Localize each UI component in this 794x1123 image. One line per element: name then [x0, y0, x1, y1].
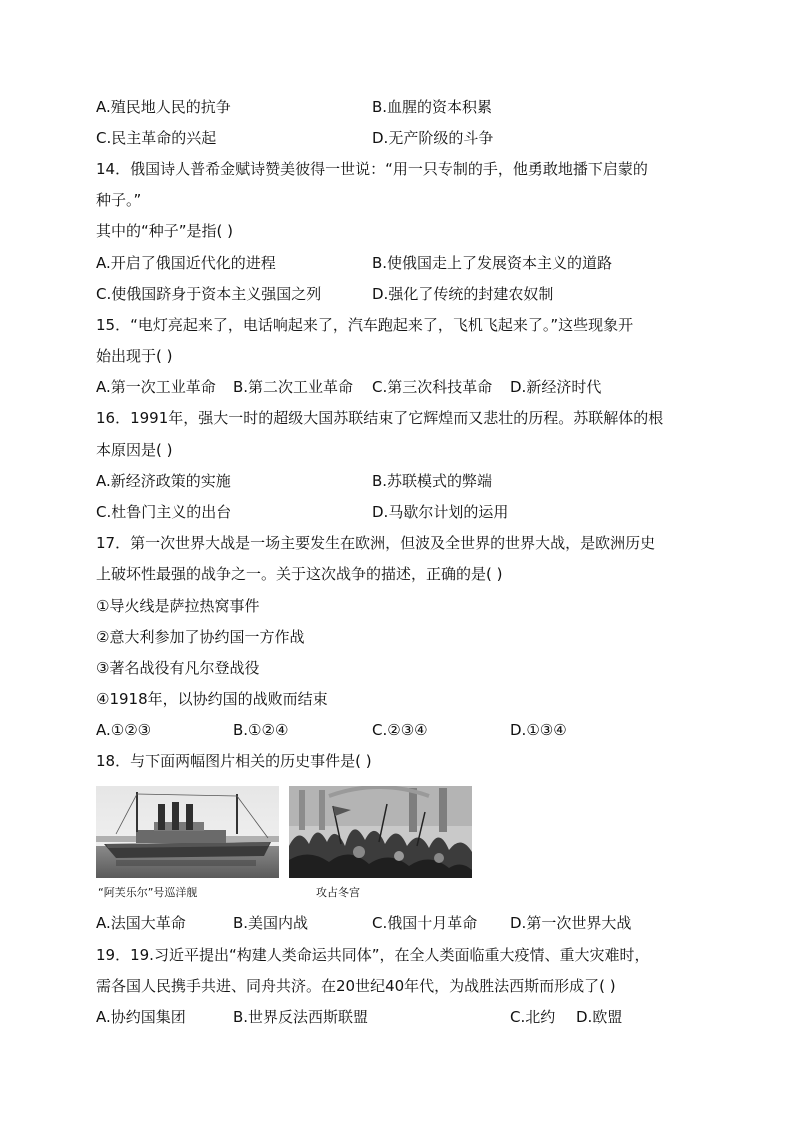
q14-stem-line3: 其中的“种子”是指( ): [96, 222, 234, 240]
q19-option-c[interactable]: C.北约: [510, 1008, 556, 1026]
q17-stem-line1: 17．第一次世界大战是一场主要发生在欧洲，但波及全世界的世界大战，是欧洲历史: [96, 534, 656, 552]
q17-statement-1: ①导火线是萨拉热窝事件: [96, 597, 260, 615]
q15-option-b[interactable]: B.第二次工业革命: [233, 378, 354, 396]
q16-stem-line2: 本原因是( ): [96, 441, 173, 459]
cruiser-photo: [96, 786, 279, 878]
q14-option-b[interactable]: B.使俄国走上了发展资本主义的道路: [372, 254, 613, 272]
q19-option-b[interactable]: B.世界反法西斯联盟: [233, 1008, 369, 1026]
q14-option-d[interactable]: D.强化了传统的封建农奴制: [372, 285, 554, 303]
q19-stem-line2: 需各国人民携手共进、同舟共济。在20世纪40年代，为战胜法西斯而形成了( ): [96, 977, 616, 995]
q19-option-a[interactable]: A.协约国集团: [96, 1008, 186, 1026]
q14-option-c[interactable]: C.使俄国跻身于资本主义强国之列: [96, 285, 322, 303]
q15-stem-line2: 始出现于( ): [96, 347, 173, 365]
q15-stem-line1: 15．“电灯亮起来了，电话响起来了，汽车跑起来了，飞机飞起来了。”这些现象开: [96, 316, 634, 334]
q16-option-b[interactable]: B.苏联模式的弊端: [372, 472, 493, 490]
winter-palace-caption: 攻占冬宫: [316, 886, 360, 899]
q14-option-a[interactable]: A.开启了俄国近代化的进程: [96, 254, 276, 272]
q16-option-d[interactable]: D.马歇尔计划的运用: [372, 503, 509, 521]
q16-option-c[interactable]: C.杜鲁门主义的出台: [96, 503, 232, 521]
q14-stem-line2: 种子。”: [96, 191, 142, 209]
q19-stem-line1: 19．19.习近平提出“构建人类命运共同体”，在全人类面临重大疫情、重大灾难时，: [96, 946, 650, 964]
cruiser-caption: “阿芙乐尔”号巡洋舰: [98, 886, 198, 899]
q18-stem: 18．与下面两幅图片相关的历史事件是( ): [96, 752, 372, 770]
q13-option-a[interactable]: A.殖民地人民的抗争: [96, 98, 231, 116]
q17-option-d[interactable]: D.①③④: [510, 721, 567, 739]
q18-option-a[interactable]: A.法国大革命: [96, 914, 186, 932]
q14-stem-line1: 14．俄国诗人普希金赋诗赞美彼得一世说：“用一只专制的手，他勇敢地播下启蒙的: [96, 160, 648, 178]
q17-option-b[interactable]: B.①②④: [233, 721, 289, 739]
q13-option-b[interactable]: B.血腥的资本积累: [372, 98, 493, 116]
q17-option-a[interactable]: A.①②③: [96, 721, 152, 739]
q17-option-c[interactable]: C.②③④: [372, 721, 428, 739]
q13-option-c[interactable]: C.民主革命的兴起: [96, 129, 217, 147]
q17-statement-3: ③著名战役有凡尔登战役: [96, 659, 260, 677]
q16-stem-line1: 16．1991年，强大一时的超级大国苏联结束了它辉煌而又悲壮的历程。苏联解体的根: [96, 409, 664, 427]
q15-option-c[interactable]: C.第三次科技革命: [372, 378, 493, 396]
q17-stem-line2: 上破坏性最强的战争之一。关于这次战争的描述，正确的是( ): [96, 565, 503, 583]
q18-option-d[interactable]: D.第一次世界大战: [510, 914, 632, 932]
q17-statement-4: ④1918年，以协约国的战败而结束: [96, 690, 328, 708]
q18-option-c[interactable]: C.俄国十月革命: [372, 914, 478, 932]
winter-palace-painting: [289, 786, 472, 878]
q16-option-a[interactable]: A.新经济政策的实施: [96, 472, 231, 490]
q15-option-d[interactable]: D.新经济时代: [510, 378, 602, 396]
q18-option-b[interactable]: B.美国内战: [233, 914, 309, 932]
q17-statement-2: ②意大利参加了协约国一方作战: [96, 628, 305, 646]
q13-option-d[interactable]: D.无产阶级的斗争: [372, 129, 494, 147]
q19-option-d[interactable]: D.欧盟: [576, 1008, 623, 1026]
q15-option-a[interactable]: A.第一次工业革命: [96, 378, 216, 396]
